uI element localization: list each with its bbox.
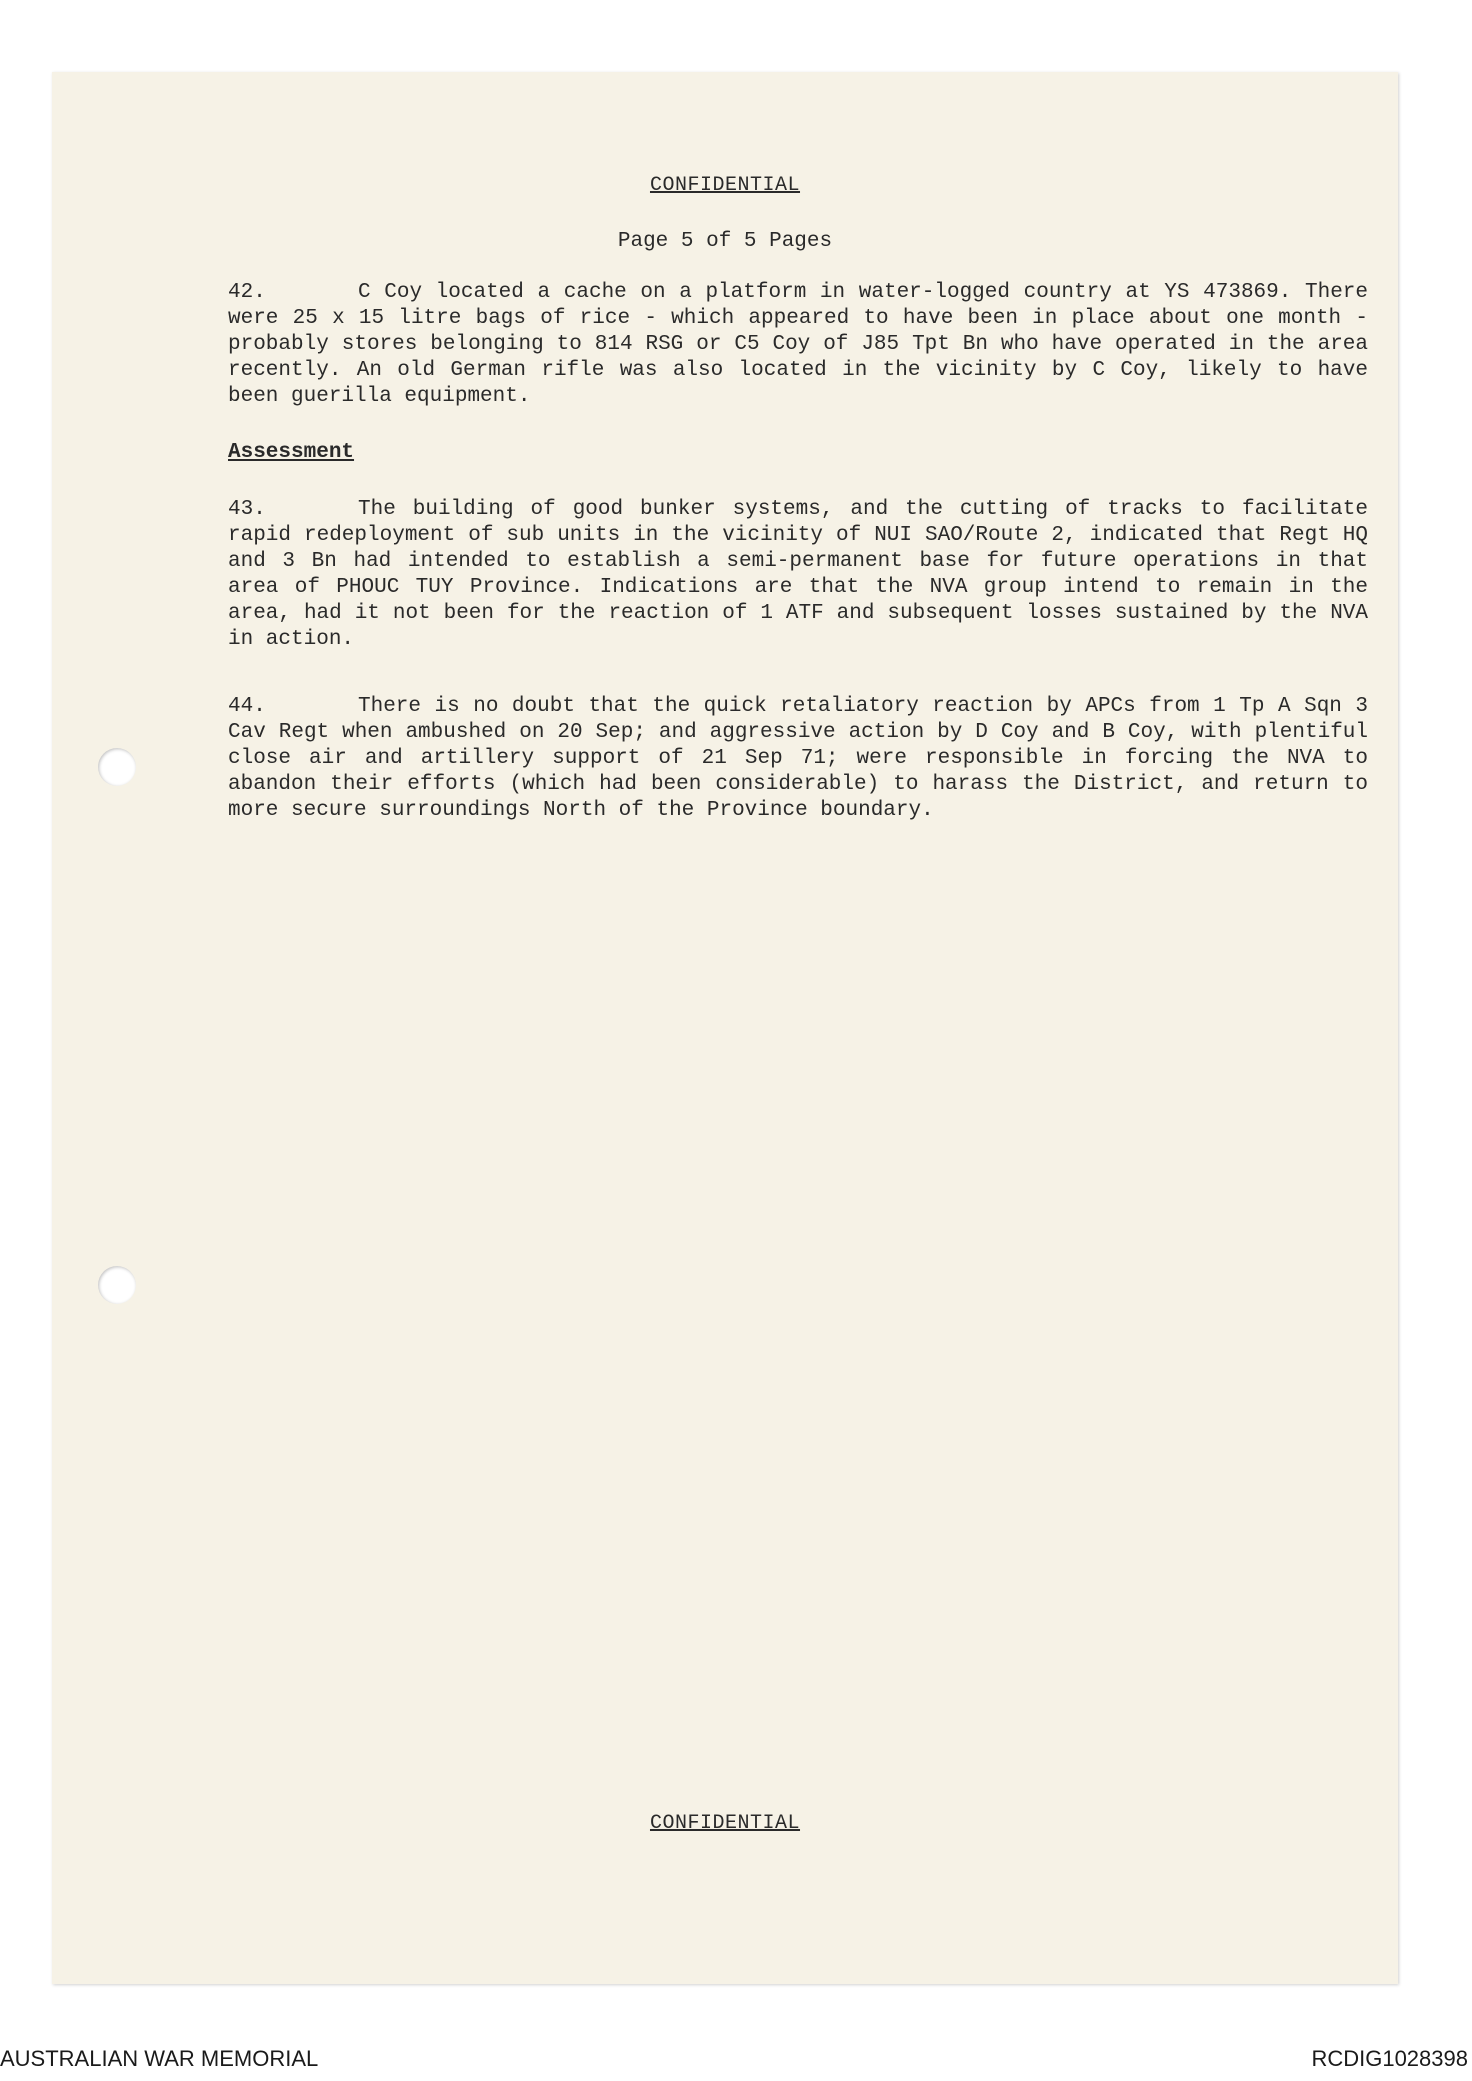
document-page <box>52 72 1398 1984</box>
paragraph-number: 43. <box>228 498 266 521</box>
section-heading-assessment: Assessment <box>228 441 355 464</box>
paragraph-text: There is no doubt that the quick retaliatory reaction by APCs from 1 Tp A Sqn 3 Cav Regt when ambushed on 20 Sep; and aggressive action by D Coy and B Coy, with plentiful close air and artillery support of 21 Sep 71; were responsible in forcing the NVA to abandon their efforts (which had been considerable) to harass the District, and return to more secure surroundings North of the Province boundary. <box>228 695 1368 822</box>
paragraph-42 <box>228 280 1368 410</box>
punch-hole <box>98 1266 136 1304</box>
paragraph-text: C Coy located a cache on a platform in water-logged country at YS 473869. There were 25 x 15 litre bags of rice - which appeared to have been in place about one month - probably stores belonging to 814 RSG or C5 Coy of J85 Tpt Bn who have operated in the area recently. An old German rifle was also located in the vicinity by C Coy, likely to have been guerilla equipment. <box>228 281 1368 408</box>
paragraph-number: 42. <box>228 281 266 304</box>
punch-hole <box>98 748 136 786</box>
classification-footer: CONFIDENTIAL <box>649 1812 801 1835</box>
institution-label: AUSTRALIAN WAR MEMORIAL <box>0 2046 319 2071</box>
paragraph-text: The building of good bunker systems, and the cutting of tracks to facilitate rapid redeployment of sub units in the vicinity of NUI SAO/Route 2, indicated that Regt HQ and 3 Bn had intended to establish a semi-permanent base for future operations in that area of PHOUC TUY Province. Indications are that the NVA group intend to remain in the area, had it not been for the reaction of 1 ATF and subsequent losses sustained by the NVA in action. <box>228 498 1368 651</box>
paragraph-44 <box>228 694 1368 824</box>
paragraph-43 <box>228 497 1368 653</box>
classification-header: CONFIDENTIAL <box>649 174 801 197</box>
paragraph-number: 44. <box>228 695 266 718</box>
record-id-label: RCDIG1028398 <box>1311 2046 1468 2071</box>
page-number: Page 5 of 5 Pages <box>617 230 833 253</box>
